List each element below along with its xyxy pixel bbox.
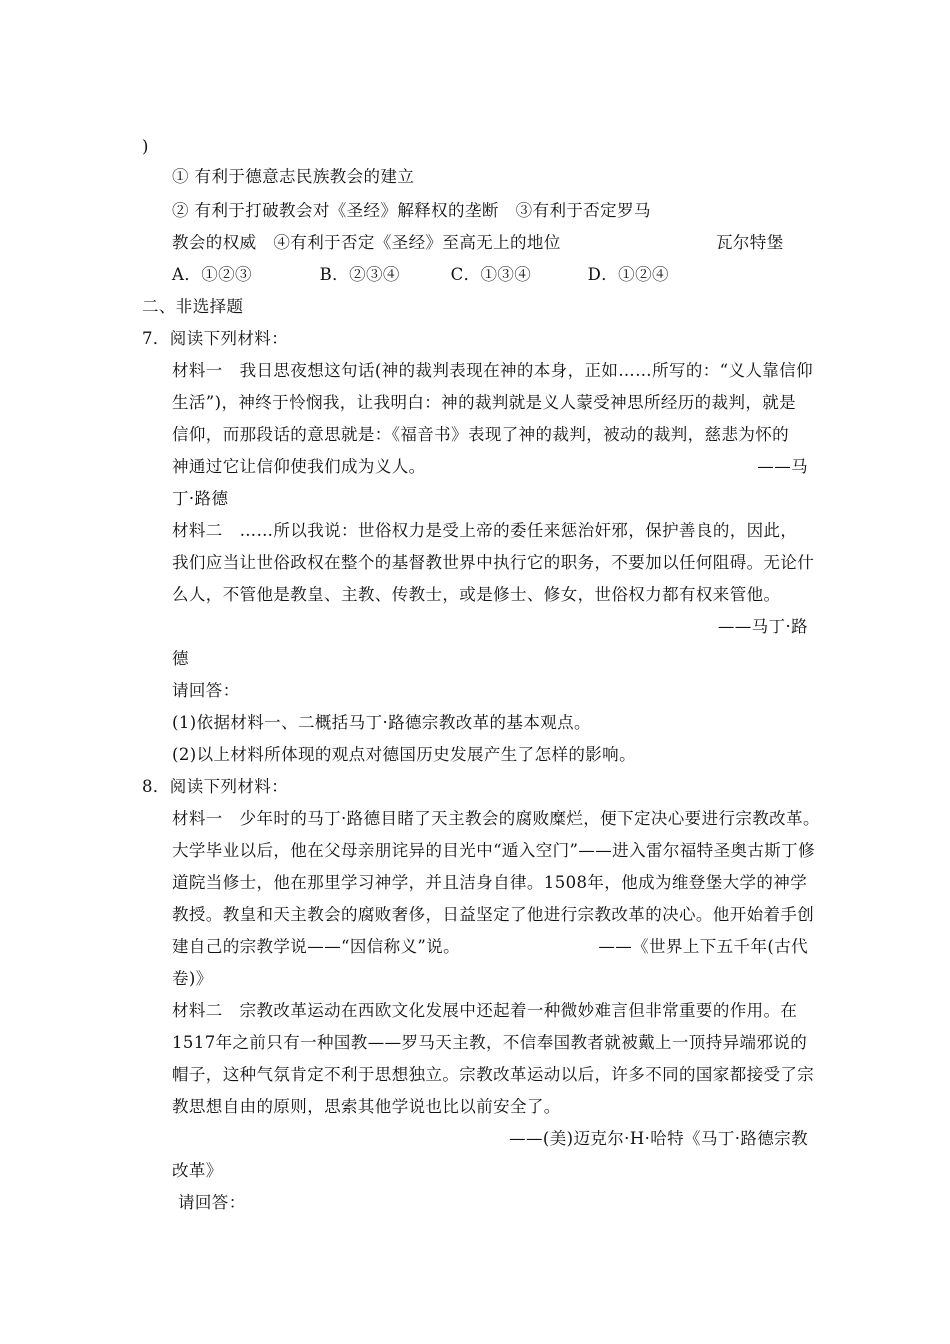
prompt-text: 请回答： [172, 681, 240, 700]
material-text: 大学毕业以后，他在父母亲朋诧异的目光中“遁入空门”——进入雷尔福特圣奥古斯丁修 [172, 841, 815, 860]
option-line: 教会的权威 ④有利于否定《圣经》至高无上的地位 [172, 233, 561, 252]
text-line: ) [142, 137, 149, 156]
section-heading: 二、非选择题 [142, 297, 244, 316]
sub-question: (1)依据材料一、二概括马丁·路德宗教改革的基本观点。 [172, 713, 591, 732]
material-text: 材料二 ……所以我说：世俗权力是受上帝的委任来惩治奸邪，保护善良的，因此， [172, 521, 798, 540]
attribution: 改革》 [172, 1161, 223, 1180]
material-text: 我们应当让世俗政权在整个的基督教世界中执行它的职务，不要加以任何阻碍。无论什 [172, 553, 815, 572]
material-text: 教授。教皇和天主教会的腐败奢侈，日益坚定了他进行宗教改革的决心。他开始着手创 [172, 905, 815, 924]
image-caption: 瓦尔特堡 [716, 233, 784, 252]
option-line: ① 有利于德意志民族教会的建立 [172, 167, 415, 186]
material-text: 1517年之前只有一种国教——罗马天主教，不信奉国教者就被戴上一顶持异端邪说的 [172, 1033, 808, 1052]
question-heading: 8．阅读下列材料： [142, 777, 289, 796]
prompt-text: 请回答： [178, 1193, 246, 1212]
choice-options: A．①②③ B．②③④ C．①③④ D．①②④ [172, 265, 669, 284]
attribution: ——马 [757, 457, 808, 476]
material-text: 道院当修士，他在那里学习神学，并且洁身自律。1508年，他成为维登堡大学的神学 [172, 873, 808, 892]
attribution: 德 [172, 649, 189, 668]
material-text: 教思想自由的原则，思索其他学说也比以前安全了。 [172, 1097, 561, 1116]
attribution: ——马丁·路 [717, 617, 808, 636]
material-text: 神通过它让信仰使我们成为义人。 [172, 457, 426, 476]
attribution: 卷)》 [172, 969, 213, 988]
material-text: 么人，不管他是教皇、主教、传教士，或是修士、修女，世俗权力都有权来管他。 [172, 585, 781, 604]
attribution: ——《世界上下五千年(古代 [598, 937, 808, 956]
sub-question: (2)以上材料所体现的观点对德国历史发展产生了怎样的影响。 [172, 745, 636, 764]
material-text: 建自己的宗教学说——“因信称义”说。 [172, 937, 461, 956]
question-heading: 7．阅读下列材料： [142, 329, 289, 348]
material-text: 生活”)，神终于怜悯我，让我明白：神的裁判就是义人蒙受神思所经历的裁判，就是 [172, 393, 797, 412]
material-text: 信仰，而那段话的意思就是：《福音书》表现了神的裁判，被动的裁判，慈悲为怀的 [172, 425, 790, 444]
attribution: ——(美)迈克尔·H·哈特《马丁·路德宗教 [509, 1129, 808, 1148]
material-text: 材料二 宗教改革运动在西欧文化发展中还起着一种微妙难言但非常重要的作用。在 [172, 1001, 798, 1020]
attribution: 丁·路德 [172, 489, 229, 508]
material-text: 材料一 少年时的马丁·路德目睹了天主教会的腐败糜烂，便下定决心要进行宗教改革。 [172, 809, 820, 828]
material-text: 帽子，这种气氛肯定不利于思想独立。宗教改革运动以后，许多不同的国家都接受了宗 [172, 1065, 815, 1084]
material-text: 材料一 我日思夜想这句话(神的裁判表现在神的本身，正如……所写的：“义人靠信仰 [172, 361, 814, 380]
option-line: ② 有利于打破教会对《圣经》解释权的垄断 ③有利于否定罗马 [172, 201, 651, 220]
